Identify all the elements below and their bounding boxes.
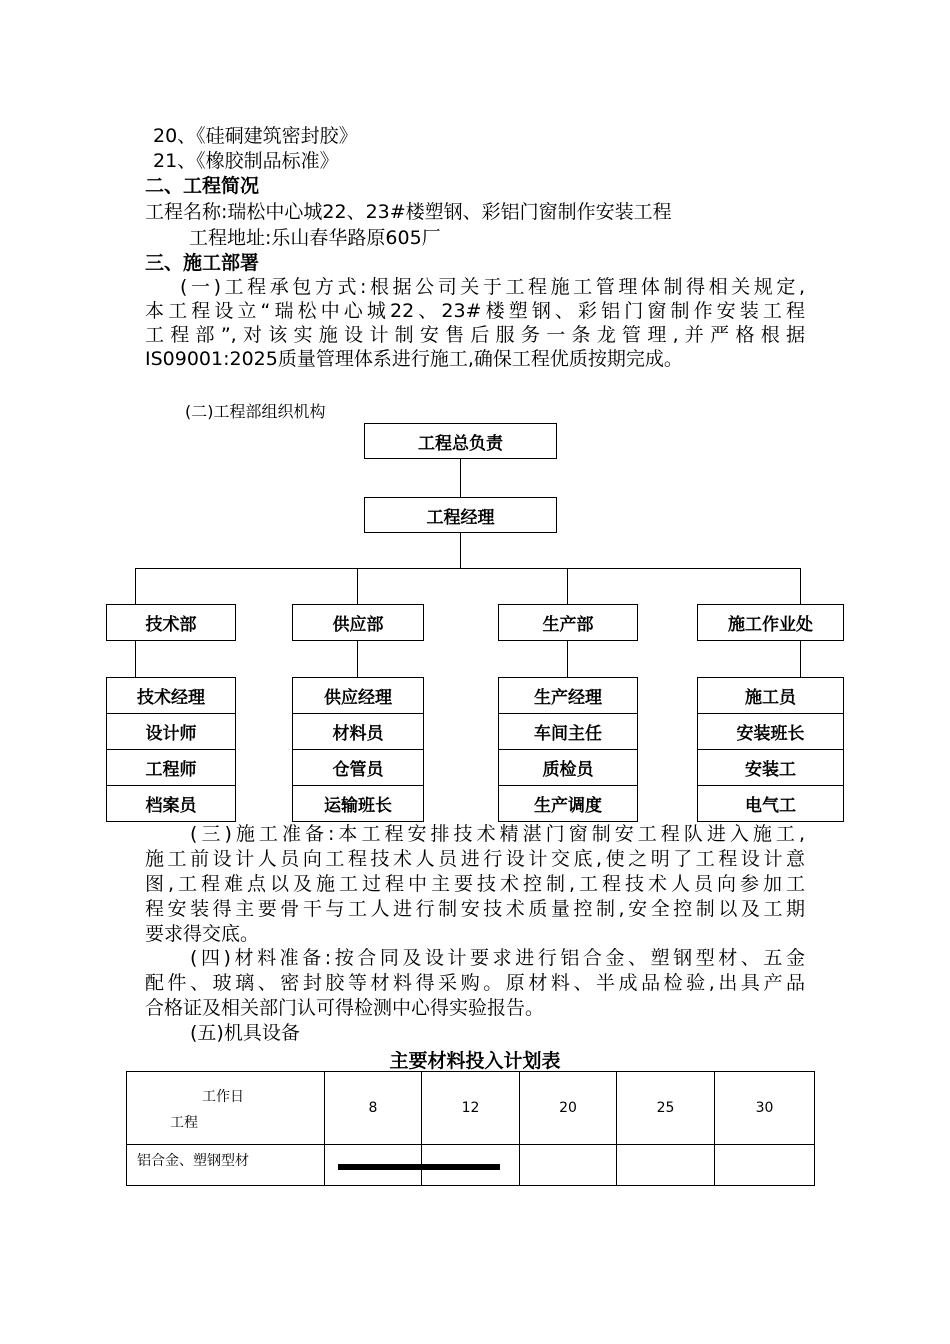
table-title: 主要材料投入计划表 — [389, 1050, 561, 1072]
paragraph-prep-line-4: 程安装得主要骨干与工人进行制安技术质量控制,安全控制以及工期 — [145, 898, 805, 920]
org-member: 生产调度 — [498, 785, 638, 822]
org-connector — [567, 568, 568, 604]
header-day: 30 — [715, 1072, 815, 1145]
org-connector — [135, 568, 136, 604]
paragraph-equipment: (五)机具设备 — [190, 1022, 300, 1044]
table-cell — [520, 1145, 617, 1186]
paragraph-material-line-2: 配件、玻璃、密封胶等材料得采购。原材料、半成品检验,出具产品 — [145, 972, 805, 994]
org-chart-caption: (二)工程部组织机构 — [185, 402, 326, 421]
org-connector — [800, 568, 801, 604]
row-label: 铝合金、塑钢型材 — [127, 1145, 325, 1186]
paragraph-contract-line-4: IS09001:2025质量管理体系进行施工,确保工程优质按期完成。 — [145, 348, 683, 370]
org-member: 安装工 — [697, 749, 844, 786]
corner-label-project: 工程 — [170, 1115, 198, 1131]
org-member: 工程师 — [106, 749, 236, 786]
paragraph-prep-line-5: 要求得交底。 — [145, 923, 260, 945]
org-member: 安装班长 — [697, 713, 844, 750]
org-member: 仓管员 — [292, 749, 424, 786]
org-member: 档案员 — [106, 785, 236, 822]
header-day: 12 — [422, 1072, 520, 1145]
org-dept-production: 生产部 — [498, 604, 638, 641]
project-address: 工程地址:乐山春华路原605厂 — [189, 227, 441, 249]
schedule-bar — [338, 1164, 500, 1170]
org-connector — [135, 641, 136, 677]
table-cell — [617, 1145, 715, 1186]
org-member: 材料员 — [292, 713, 424, 750]
paragraph-contract-line-3: 工程部”,对该实施设计制安售后服务一条龙管理,并严格根据 — [145, 324, 805, 346]
org-dept-construction: 施工作业处 — [697, 604, 844, 641]
paragraph-prep-line-3: 图,工程难点以及施工过程中主要技术控制,工程技术人员向参加工 — [145, 873, 805, 895]
org-connector — [567, 641, 568, 677]
org-member: 施工员 — [697, 677, 844, 714]
org-member: 技术经理 — [106, 677, 236, 714]
table-header-row — [127, 1072, 815, 1145]
org-box-top: 工程总负责 — [364, 423, 557, 459]
header-day: 25 — [617, 1072, 715, 1145]
corner-label-days: 工作日 — [202, 1089, 244, 1105]
paragraph-contract-line-2: 本工程设立“瑞松中心城22、23#楼塑钢、彩铝门窗制作安装工程 — [145, 300, 805, 322]
org-box-manager: 工程经理 — [364, 497, 557, 533]
section-heading-deployment: 三、施工部署 — [145, 252, 260, 274]
project-name: 工程名称:瑞松中心城22、23#楼塑钢、彩铝门窗制作安装工程 — [145, 201, 672, 223]
org-member: 电气工 — [697, 785, 844, 822]
header-day: 20 — [520, 1072, 617, 1145]
org-member: 供应经理 — [292, 677, 424, 714]
org-connector — [460, 533, 461, 568]
list-item-21: 21、《橡胶制品标准》 — [153, 150, 339, 172]
paragraph-prep-line-1: (三)施工准备:本工程安排技术精湛门窗制安工程队进入施工, — [190, 823, 805, 845]
paragraph-material-line-1: (四)材料准备:按合同及设计要求进行铝合金、塑钢型材、五金 — [190, 947, 805, 969]
org-connector — [800, 641, 801, 677]
org-member: 质检员 — [498, 749, 638, 786]
org-dept-supply: 供应部 — [292, 604, 424, 641]
section-heading-overview: 二、工程简况 — [145, 175, 260, 197]
org-connector — [357, 568, 358, 604]
org-dept-tech: 技术部 — [106, 604, 236, 641]
org-member: 车间主任 — [498, 713, 638, 750]
org-member: 运输班长 — [292, 785, 424, 822]
header-day: 8 — [325, 1072, 422, 1145]
org-connector — [357, 641, 358, 677]
list-item-20: 20、《硅硐建筑密封胶》 — [153, 125, 358, 147]
paragraph-prep-line-2: 施工前设计人员向工程技术人员进行设计交底,使之明了工程设计意 — [145, 848, 805, 870]
paragraph-contract-line-1: (一)工程承包方式:根据公司关于工程施工管理体制得相关规定, — [180, 276, 805, 298]
org-member: 生产经理 — [498, 677, 638, 714]
org-connector — [135, 568, 800, 569]
org-member: 设计师 — [106, 713, 236, 750]
org-connector — [460, 459, 461, 497]
table-cell — [715, 1145, 815, 1186]
paragraph-material-line-3: 合格证及相关部门认可得检测中心得实验报告。 — [145, 997, 545, 1019]
table-corner-cell — [127, 1072, 325, 1145]
